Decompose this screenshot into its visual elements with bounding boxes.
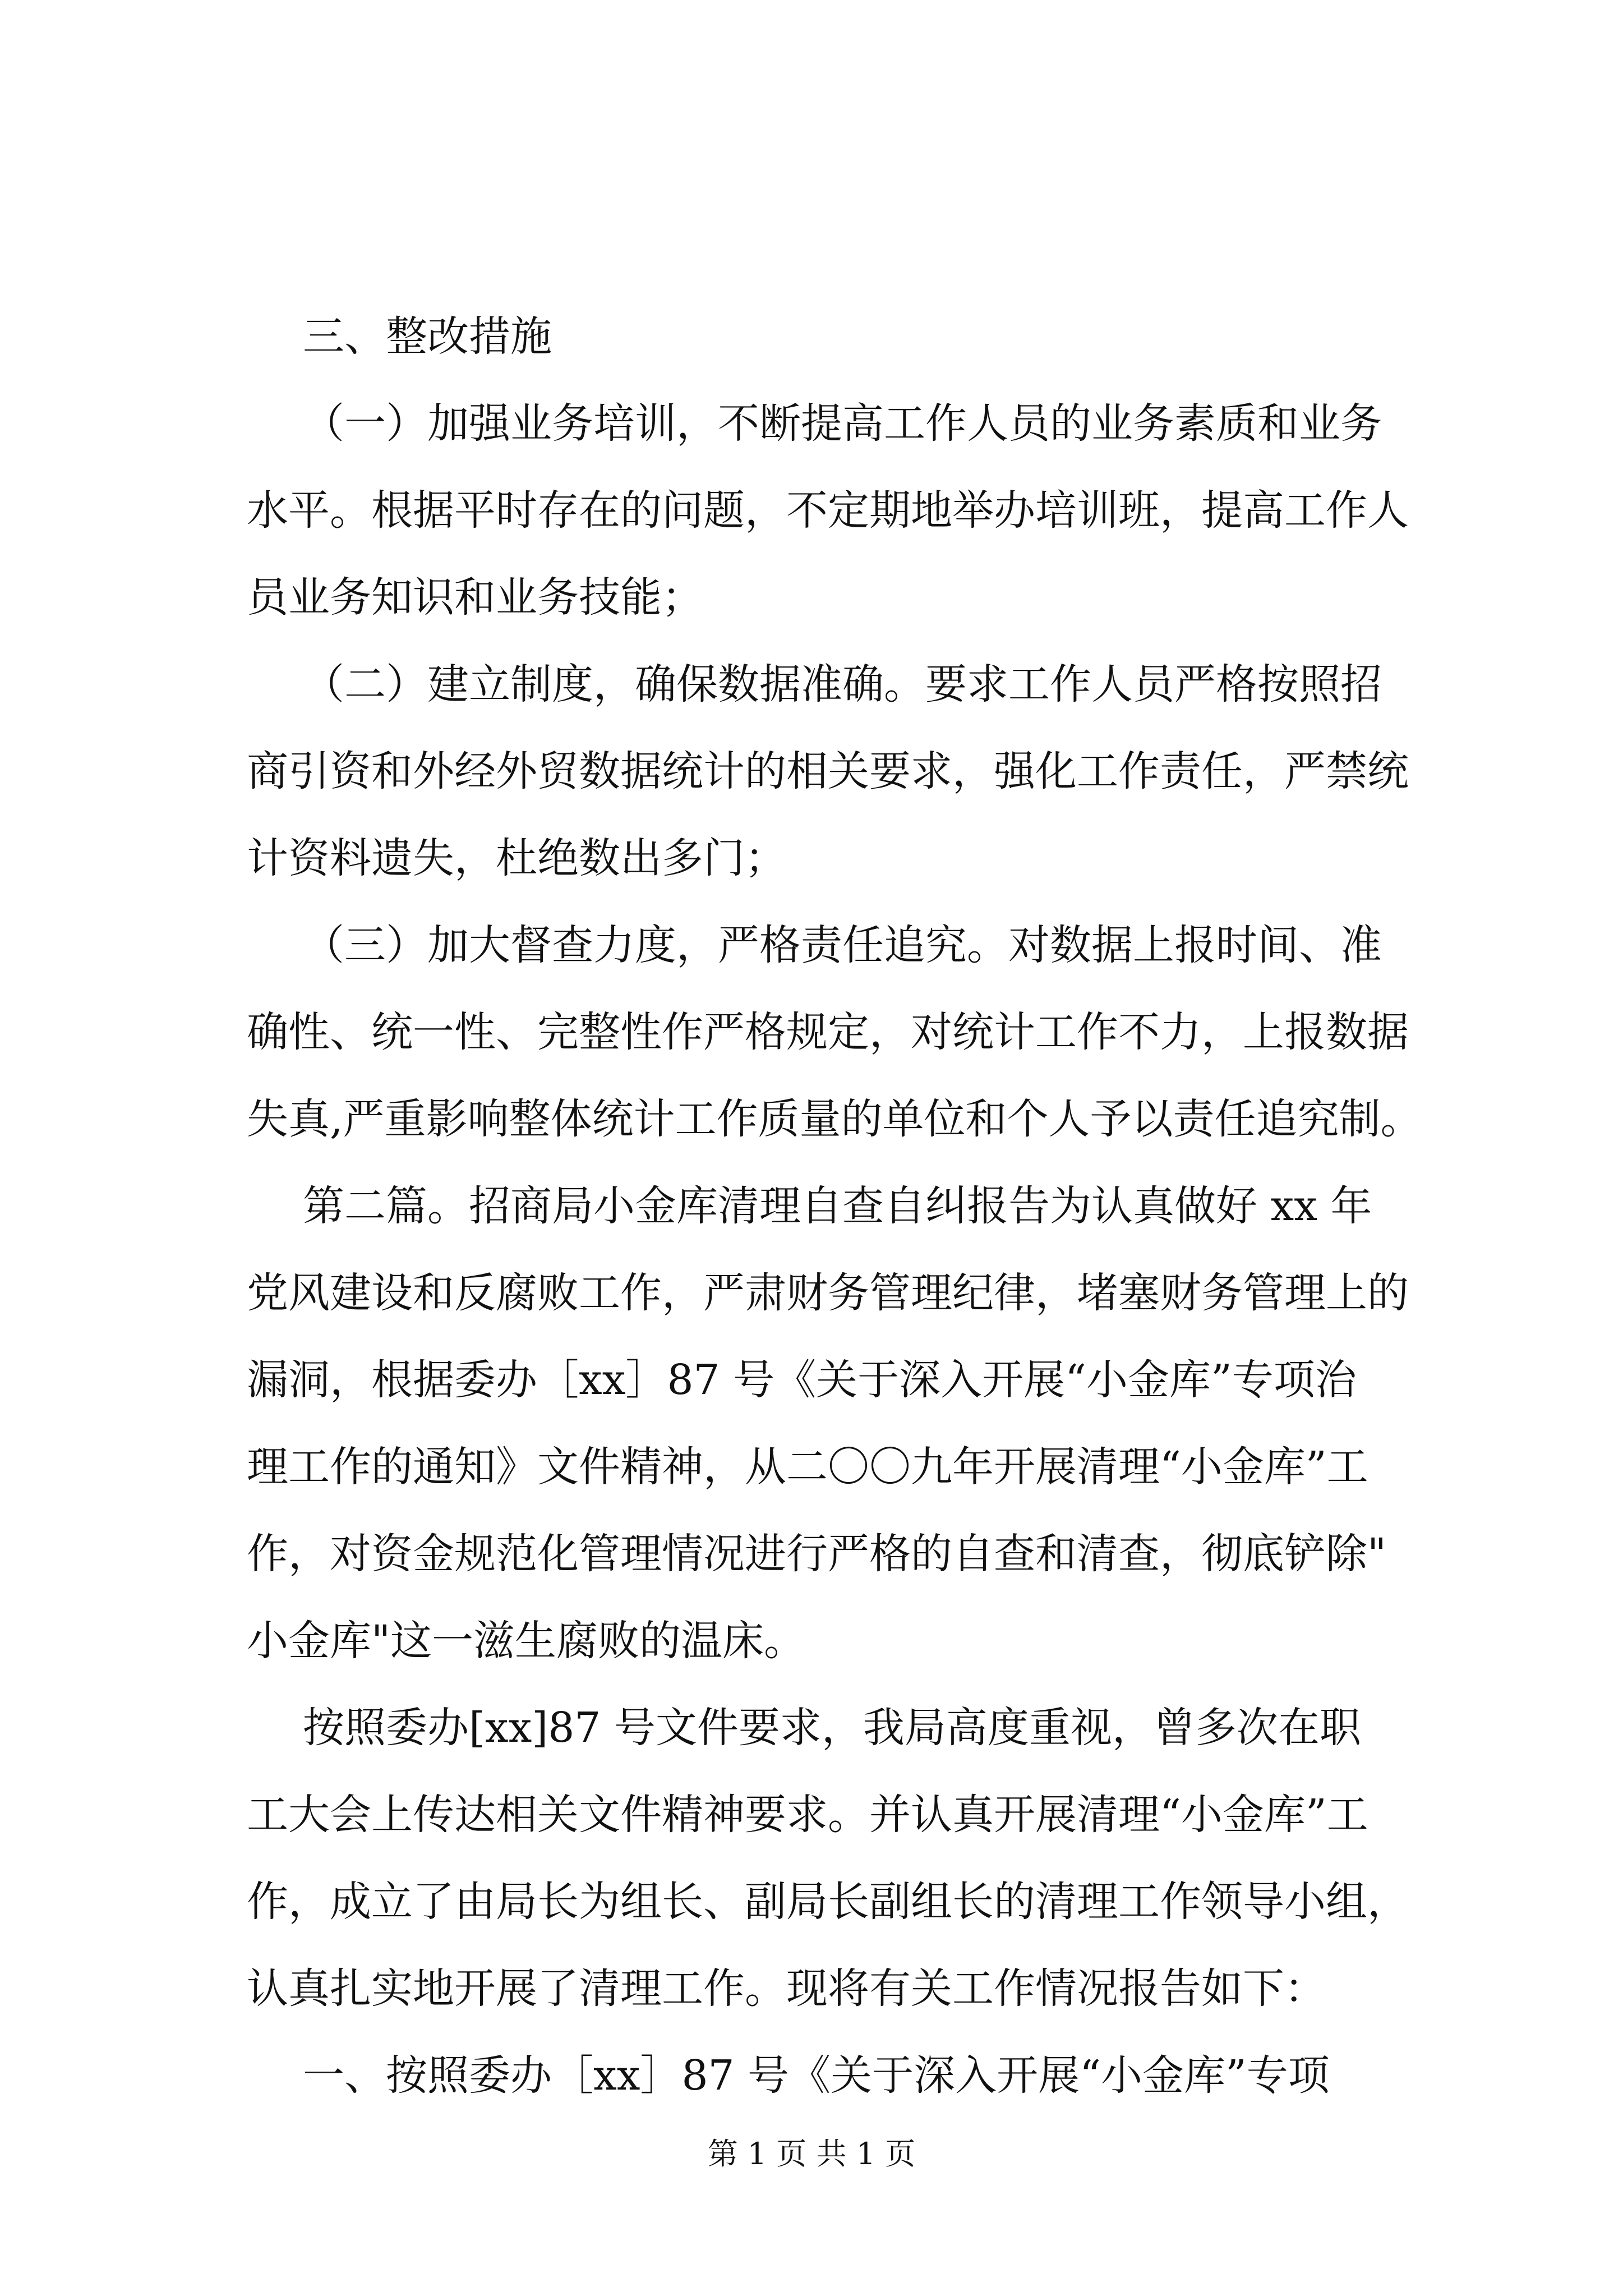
- paragraph-line: 确性、统一性、完整性作严格规定，对统计工作不力，上报数据: [247, 1008, 1409, 1056]
- paragraph-line: （一）加强业务培训，不断提高工作人员的业务素质和业务: [303, 399, 1382, 448]
- page-footer: 第 1 页 共 1 页: [707, 2136, 916, 2171]
- paragraph-line: 作，成立了由局长为组长、副局长副组长的清理工作领导小组，: [247, 1878, 1409, 1926]
- paragraph-line: 理工作的通知》文件精神，从二〇〇九年开展清理“小金库”工: [247, 1443, 1368, 1491]
- section-heading: 三、整改措施: [303, 312, 552, 361]
- paragraph-line: 水平。根据平时存在的问题，不定期地举办培训班，提高工作人: [247, 486, 1409, 535]
- paragraph-line: 作，对资金规范化管理情况进行严格的自查和清查，彻底铲除": [247, 1530, 1387, 1578]
- paragraph-line: （二）建立制度，确保数据准确。要求工作人员严格按照招: [303, 660, 1382, 708]
- paragraph-line: 工大会上传达相关文件精神要求。并认真开展清理“小金库”工: [247, 1791, 1368, 1839]
- paragraph-line: 认真扎实地开展了清理工作。现将有关工作情况报告如下：: [247, 1964, 1326, 2013]
- paragraph-line: 第二篇。招商局小金库清理自查自纠报告为认真做好 xx 年: [303, 1182, 1372, 1230]
- paragraph-line: 一、按照委办［xx］87 号《关于深入开展“小金库”专项: [303, 2051, 1330, 2100]
- paragraph-line: 漏洞，根据委办［xx］87 号《关于深入开展“小金库”专项治: [247, 1356, 1357, 1404]
- paragraph-line: 按照委办[xx]87 号文件要求，我局高度重视，曾多次在职: [303, 1704, 1361, 1752]
- paragraph-line: 计资料遗失，杜绝数出多门；: [247, 834, 786, 882]
- paragraph-line: 失真,严重影响整体统计工作质量的单位和个人予以责任追究制。: [247, 1095, 1422, 1143]
- paragraph-line: （三）加大督查力度，严格责任追究。对数据上报时间、准: [303, 921, 1382, 969]
- paragraph-line: 员业务知识和业务技能；: [247, 573, 703, 622]
- paragraph-line: 商引资和外经外贸数据统计的相关要求，强化工作责任，严禁统: [247, 747, 1409, 795]
- paragraph-line: 小金库"这一滋生腐败的温床。: [247, 1617, 806, 1665]
- paragraph-line: 党风建设和反腐败工作，严肃财务管理纪律，堵塞财务管理上的: [247, 1269, 1409, 1317]
